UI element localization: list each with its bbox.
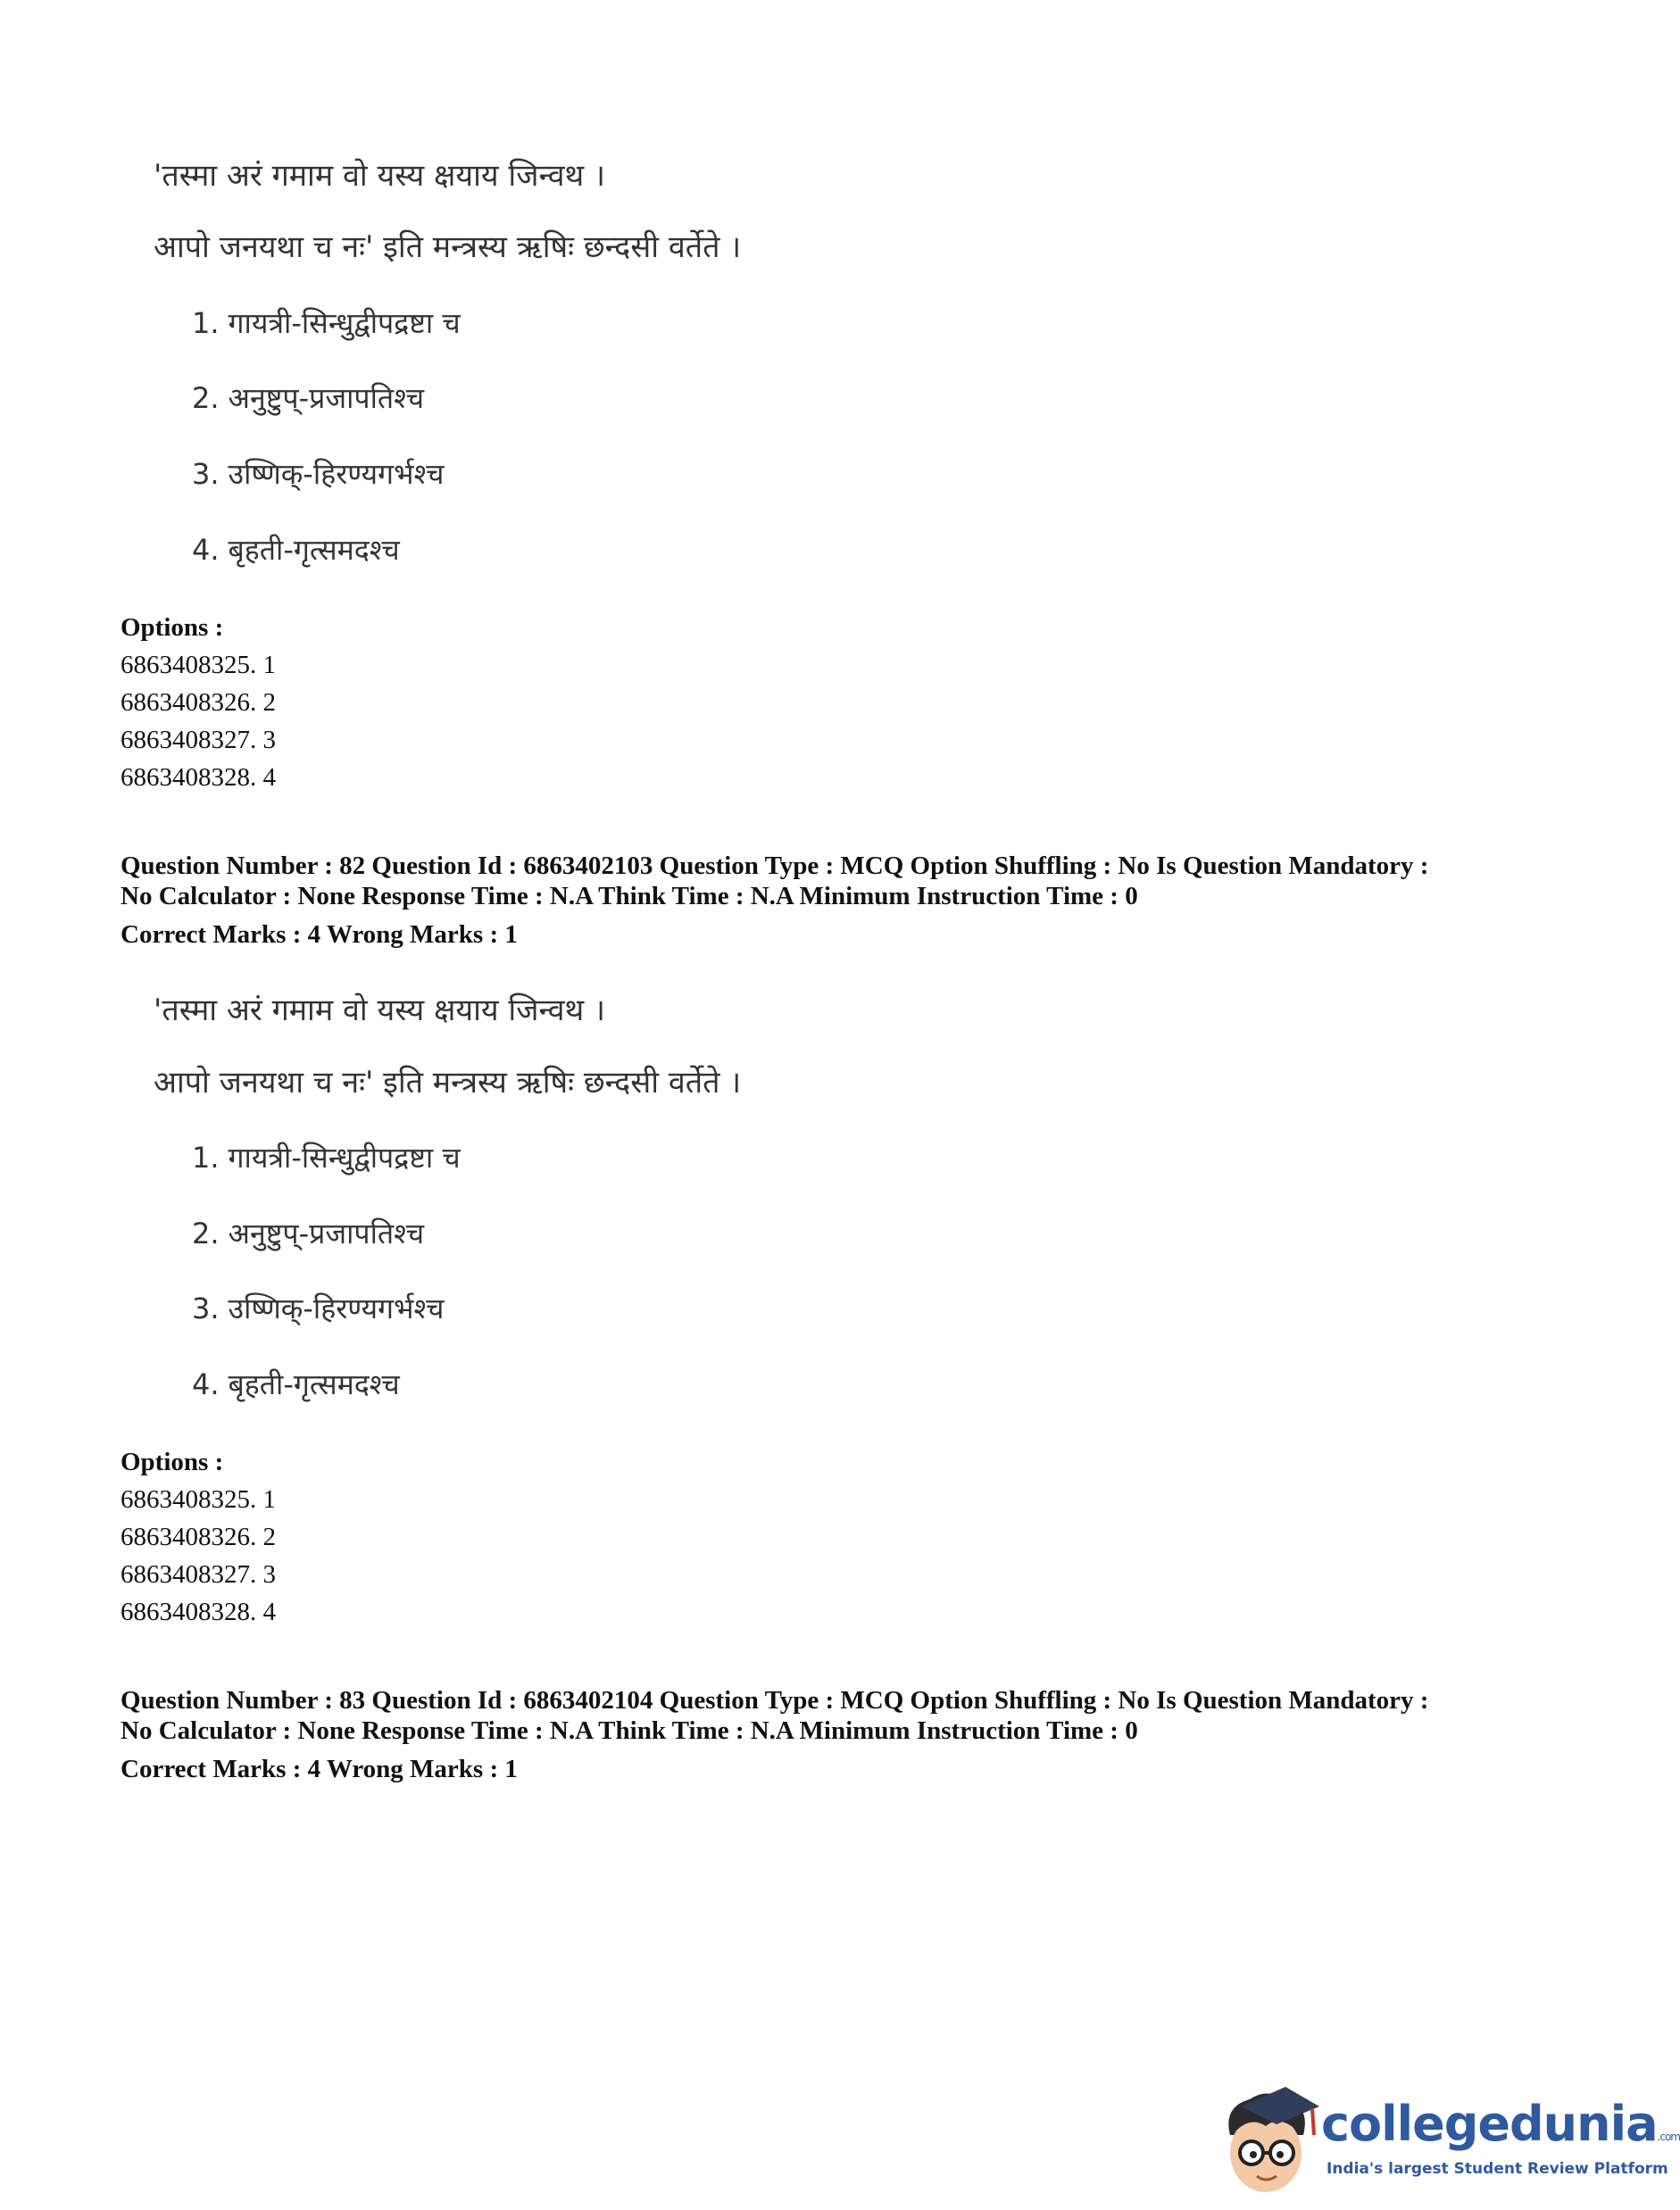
choice-4 [192, 1365, 400, 1403]
choice-number: 3. [192, 1292, 220, 1325]
choice-text: उष्णिक्-हिरण्यगर्भश्च [228, 457, 445, 491]
mascot-icon [1214, 2080, 1321, 2205]
marks-line: Correct Marks : 4 Wrong Marks : 1 [121, 920, 518, 949]
option-row: 6863408327. 3 [121, 726, 276, 754]
choice-number: 1. [192, 306, 220, 340]
option-row: 6863408328. 4 [121, 763, 276, 792]
choice-2 [192, 1214, 424, 1252]
option-row: 6863408327. 3 [121, 1560, 276, 1589]
choice-text: अनुष्टुप्-प्रजापतिश्च [228, 381, 425, 415]
question-meta-line-1: Question Number : 83 Question Id : 6863402104 Question Type : MCQ Option Shuffling : No Is Question Mandatory : [121, 1686, 1429, 1715]
choice-number: 3. [192, 457, 220, 491]
choice-number: 4. [192, 1367, 220, 1401]
choice-number: 1. [192, 1141, 220, 1175]
question-meta-line-2: No Calculator : None Response Time : N.A Think Time : N.A Minimum Instruction Time : 0 [121, 1716, 1138, 1745]
question-meta-line-1: Question Number : 82 Question Id : 6863402103 Question Type : MCQ Option Shuffling : No Is Question Mandatory : [121, 852, 1429, 880]
choice-text: गायत्री-सिन्धुद्वीपद्रष्टा च [228, 306, 461, 340]
choice-text: गायत्री-सिन्धुद्वीपद्रष्टा च [228, 1141, 461, 1175]
choice-number: 4. [192, 533, 220, 567]
brand-name [1321, 2096, 1680, 2152]
brand-text: collegedunia [1321, 2096, 1658, 2152]
choice-1 [192, 303, 461, 342]
choice-2 [192, 378, 424, 417]
marks-line: Correct Marks : 4 Wrong Marks : 1 [121, 1755, 518, 1783]
verse-line-1: 'तस्मा अरं गमाम वो यस्य क्षयाय जिन्वथ । [154, 993, 605, 1028]
option-row: 6863408325. 1 [121, 1485, 276, 1514]
options-heading: Options : [121, 1448, 224, 1476]
choice-4 [192, 530, 400, 569]
brand-tagline: India's largest Student Review Platform [1327, 2160, 1668, 2178]
verse-line-2: आपो जनयथा च नः' इति मन्त्रस्य ऋषिः छन्दसी वर्तेते । [154, 1065, 742, 1101]
options-heading: Options : [121, 613, 224, 642]
collegedunia-logo [1214, 2080, 1680, 2205]
choice-text: अनुष्टुप्-प्रजापतिश्च [228, 1217, 425, 1250]
choice-text: बृहती-गृत्समदश्च [228, 533, 400, 567]
choice-3 [192, 1289, 444, 1327]
option-row: 6863408328. 4 [121, 1598, 276, 1626]
choice-number: 2. [192, 1217, 220, 1250]
choice-text: उष्णिक्-हिरण्यगर्भश्च [228, 1292, 445, 1325]
option-row: 6863408326. 2 [121, 1523, 276, 1551]
option-row: 6863408325. 1 [121, 651, 276, 679]
choice-1 [192, 1138, 461, 1176]
choice-3 [192, 454, 444, 493]
question-meta-line-2: No Calculator : None Response Time : N.A Think Time : N.A Minimum Instruction Time : 0 [121, 882, 1138, 910]
choice-text: बृहती-गृत्समदश्च [228, 1367, 400, 1401]
verse-line-2: आपो जनयथा च नः' इति मन्त्रस्य ऋषिः छन्दसी वर्तेते । [154, 229, 742, 265]
verse-line-1: 'तस्मा अरं गमाम वो यस्य क्षयाय जिन्वथ । [154, 158, 605, 194]
option-row: 6863408326. 2 [121, 688, 276, 717]
brand-suffix: .com [1657, 2131, 1680, 2143]
choice-number: 2. [192, 381, 220, 415]
